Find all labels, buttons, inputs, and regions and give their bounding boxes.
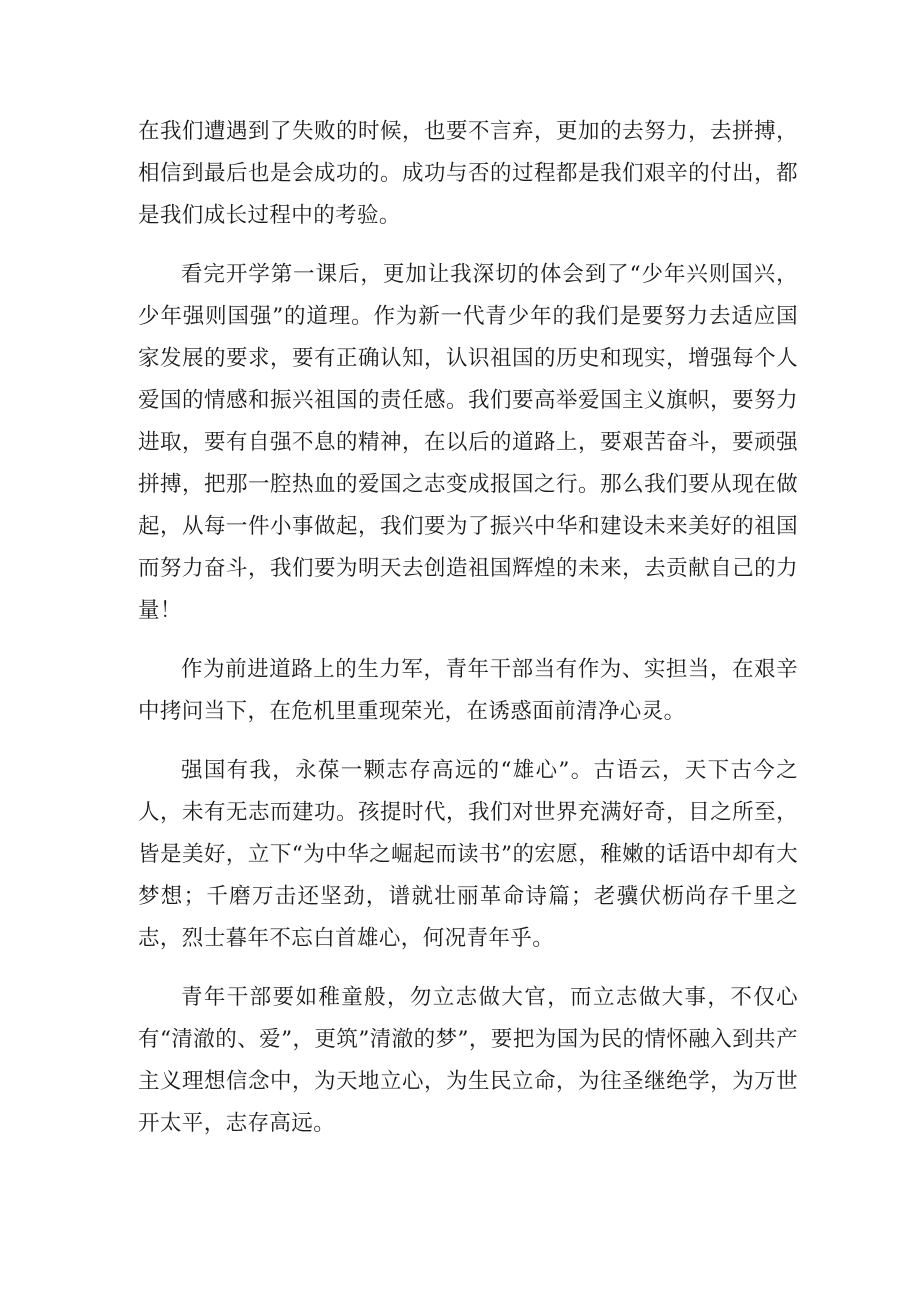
paragraph-5: 青年干部要如稚童般，勿立志做大官，而立志做大事，不仅心有“清澈的、爱”，更筑”清澈的梦”，要把为国为民的情怀融入到共产主义理想信念中，为天地立心，为生民立命，为往圣继绝学，为万世开太平，志存高远。 <box>138 985 798 1136</box>
paragraph-1: 在我们遭遇到了失败的时候，也要不言弃，更加的去努力，去拼搏，相信到最后也是会成功的。成功与否的过程都是我们艰辛的付出，都是我们成长过程中的考验。 <box>138 119 798 228</box>
paragraph-2: 看完开学第一课后，更加让我深切的体会到了“少年兴则国兴，少年强则国强”的道理。作为新一代青少年的我们是要努力去适应国家发展的要求，要有正确认知，认识祖国的历史和现实，增强每个人爱国的情感和振兴祖国的责任感。我们要高举爱国主义旗帜，要努力进取，要有自强不息的精神，在以后的道路上，要艰苦奋斗，要顽强拼搏，把那一腔热血的爱国之志变成报国之行。那么我们要从现在做起，从每一件小事做起，我们要为了振兴中华和建设未来美好的祖国而努力奋斗，我们要为明天去创造祖国辉煌的未来，去贡献自己的力量！ <box>138 262 798 623</box>
document-body <box>138 111 798 1145</box>
paragraph-4: 强国有我，永葆一颗志存高远的“雄心”。古语云，天下古今之人，未有无志而建功。孩提时代，我们对世界充满好奇，目之所至，皆是美好，立下“为中华之崛起而读书”的宏愿，稚嫩的话语中却有大梦想；千磨万击还坚劲，谱就壮丽革命诗篇；老骥伏枥尚存千里之志，烈士暮年不忘白首雄心，何况青年乎。 <box>138 758 798 951</box>
paragraph-3: 作为前进道路上的生力军，青年干部当有作为、实担当，在艰辛中拷问当下，在危机里重现荣光，在诱惑面前清净心灵。 <box>138 657 798 724</box>
